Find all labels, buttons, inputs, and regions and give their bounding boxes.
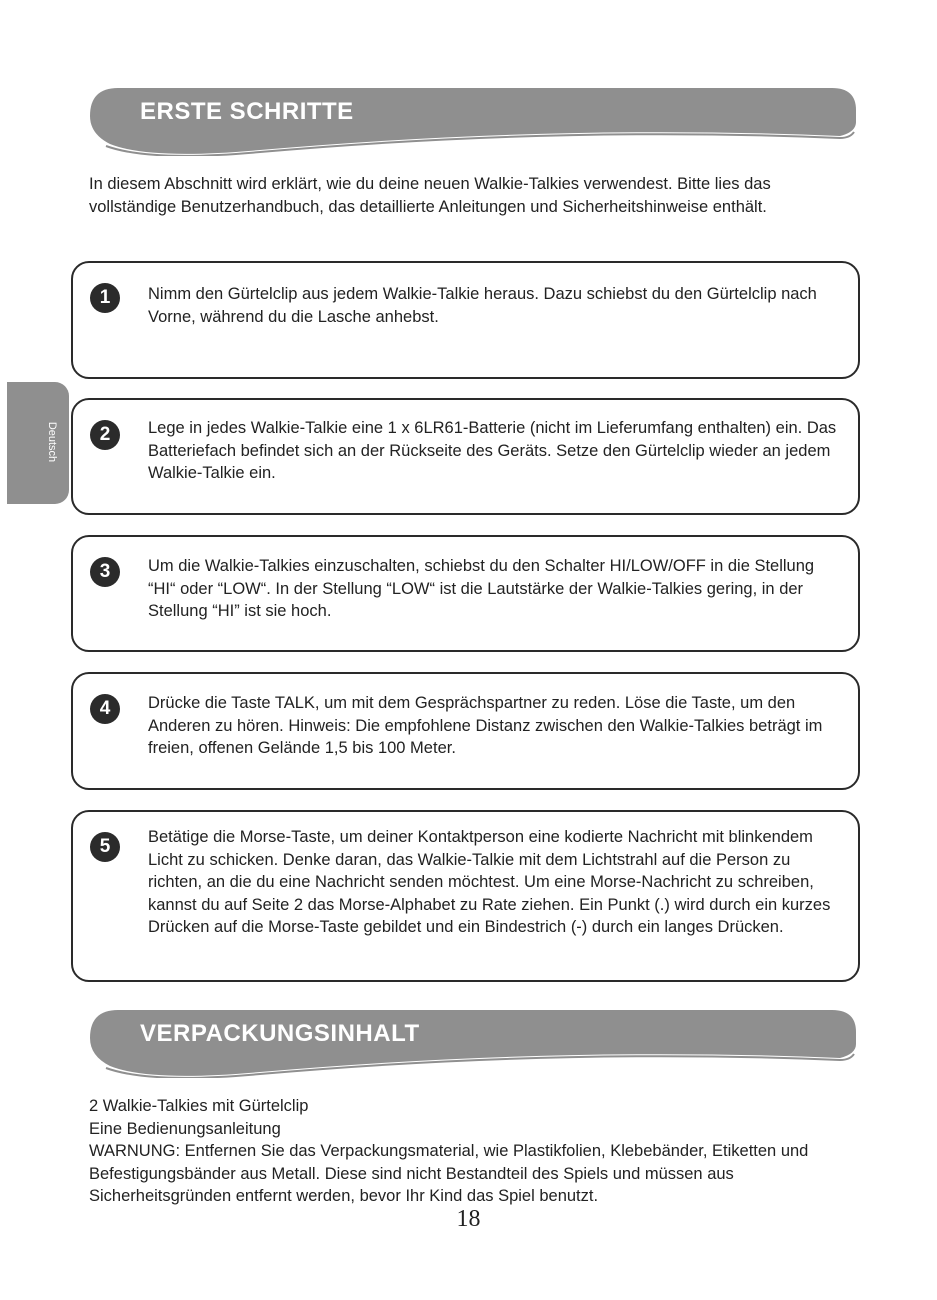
- step-text: Um die Walkie-Talkies einzuschalten, schiebst du den Schalter HI/LOW/OFF in die Stellung “HI“ oder “LOW“. In der Stellung “LOW“ ist die Lautstärke der Walkie-Talkies gering, in der Stellung “HI” ist sie hoch.: [148, 557, 815, 620]
- package-contents: [89, 1095, 869, 1208]
- warning-text: WARNUNG: Entfernen Sie das Verpackungsmaterial, wie Plastikfolien, Klebebänder, Etiketten und Befestigungsbänder aus Metall. Diese sind nicht Bestandteil des Spiels und müssen aus Sicherheitsgründen entfernt werden, bevor Ihr Kind das Spiel benutzt.: [89, 1142, 809, 1205]
- step-text: Betätige die Morse-Taste, um deiner Kontaktperson eine kodierte Nachricht mit blinkendem Licht zu schicken. Denke daran, das Walkie-Talkie mit dem Lichtstrahl auf die Person zu richten, an die du eine Nachricht senden möchtest. Um eine Morse-Nachricht zu schreiben, kannst du auf Seite 2 das Morse-Alphabet zu Rate ziehen. Ein Punkt (.) wird durch ein kurzes Drücken auf die Morse-Taste gebildet und ein Bindestrich (-) durch ein langes Drücken.: [148, 828, 831, 936]
- contents-line: 2 Walkie-Talkies mit Gürtelclip: [89, 1097, 309, 1115]
- step-number: 2: [90, 420, 120, 450]
- section-title: ERSTE SCHRITTE: [140, 98, 354, 125]
- step-box-3: [71, 535, 860, 652]
- step-text: Lege in jedes Walkie-Talkie eine 1 x 6LR61-Batterie (nicht im Lieferumfang enthalten) ein. Das Batteriefach befindet sich an der Rückseite des Geräts. Setze den Gürtelclip wieder an jedem Walkie-Talkie ein.: [148, 419, 837, 482]
- step-box-2: [71, 398, 860, 515]
- step-number: 1: [90, 283, 120, 313]
- section-banner-getting-started: [90, 88, 856, 156]
- contents-line: Eine Bedienungsanleitung: [89, 1119, 281, 1138]
- step-text: Drücke die Taste TALK, um mit dem Gesprächspartner zu reden. Löse die Taste, um den Anderen zu hören. Hinweis: Die empfohlene Distanz zwischen den Walkie-Talkies beträgt im freien, offenen Gelände 1,5 bis 100 Meter.: [148, 694, 823, 757]
- section-title: VERPACKUNGSINHALT: [140, 1020, 420, 1047]
- language-tab: [7, 382, 69, 504]
- step-text: Nimm den Gürtelclip aus jedem Walkie-Talkie heraus. Dazu schiebst du den Gürtelclip nach Vorne, während du die Lasche anhebst.: [148, 285, 817, 326]
- step-box-5: [71, 810, 860, 982]
- language-tab-label: Deutsch: [46, 421, 58, 463]
- intro-text: In diesem Abschnitt wird erklärt, wie du deine neuen Walkie-Talkies verwendest. Bitte lies das vollständige Benutzerhandbuch, das detaillierte Anleitungen und Sicherheitshinweise enthält.: [89, 175, 771, 216]
- step-number: 3: [90, 557, 120, 587]
- step-box-1: [71, 261, 860, 379]
- step-box-4: [71, 672, 860, 790]
- step-number: 4: [90, 694, 120, 724]
- step-number: 5: [90, 832, 120, 862]
- page-number: 18: [456, 1206, 481, 1232]
- section-banner-package-contents: [90, 1010, 856, 1078]
